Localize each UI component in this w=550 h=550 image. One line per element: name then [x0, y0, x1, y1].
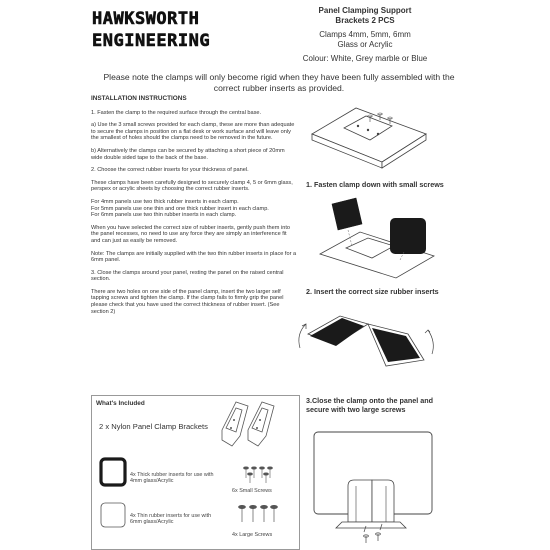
brand-logo	[92, 8, 226, 56]
colour-options: Colour: White, Grey marble or Blue	[302, 54, 428, 63]
small-screws-label: 6x Small Screws	[232, 488, 272, 494]
instruction-step-2: 2. Choose the correct rubber inserts for your thickness of panel.	[91, 167, 249, 174]
whats-included-title: What's Included	[96, 400, 145, 407]
rigidity-notice: Please note the clamps will only become rigid when they have been fully assembled with the correct rubber inserts as provided.	[103, 72, 455, 93]
logo-line-2: ENGINEERING	[92, 31, 211, 51]
clamps-sizes: Clamps 4mm, 5mm, 6mm	[319, 30, 411, 39]
product-header	[268, 6, 462, 68]
step2-inserts-illustration	[316, 194, 440, 280]
step-2-label: 2. Insert the correct size rubber inserts	[306, 287, 439, 296]
large-screws-label: 4x Large Screws	[232, 532, 273, 538]
clamps-material: Glass or Acrylic	[337, 40, 393, 49]
instruction-inserts-intro: These clamps have been carefully designed to securely clamp 4, 5 or 6mm glass, perspex or acrylic sheets by choosing the correct rubber inserts.	[91, 179, 293, 193]
step-3-label-line-1: 3.Close the clamp onto the panel and	[306, 396, 433, 405]
instructions-heading: INSTALLATION INSTRUCTIONS	[91, 95, 187, 102]
instruction-large-screws: There are two holes on one side of the panel clamp, insert the two larger self tapping screws and tighten the clamp. If the clamp fails to firmly grip the panel please check that you have used the correct thickness of rubber insert. (See section 2)	[91, 288, 284, 315]
instruction-step-3: 3. Close the clamps around your panel, resting the panel on the raised central section.	[91, 269, 284, 283]
step-1-label: 1. Fasten clamp down with small screws	[306, 180, 444, 189]
instruction-option-a: a) Use the 3 small screws provided for each clamp, these are more than adequate to secure the clamps in position on a flat desk or work surface and will leave only the smallest of holes should the clamps need to be removed in the future.	[91, 122, 295, 142]
instruction-panel-sizes	[91, 199, 297, 219]
instruction-step-1: 1. Fasten the clamp to the required surface through the central base.	[91, 109, 262, 116]
instruction-option-b: b) Alternatively the clamps can be secured by attaching a short piece of 20mm wide double sided tape to the back of the base.	[91, 147, 285, 161]
small-screws-icon	[240, 464, 280, 484]
brackets-label: 2 x Nylon Panel Clamp Brackets	[99, 422, 208, 431]
large-screws-icon	[236, 502, 280, 528]
instruction-note: Note: The clamps are initially supplied with the two thin rubber inserts in place for a 6mm panel.	[91, 250, 297, 264]
thin-insert-label: 4x Thin rubber inserts for use with 6mm glass/Acrylic	[130, 513, 212, 526]
step1-clamp-illustration	[306, 104, 432, 170]
brackets-illustration	[218, 400, 278, 452]
step-3-label-line-2: secure with two large screws	[306, 405, 406, 414]
clamp-closing-illustration	[296, 304, 440, 384]
thick-insert-icon	[98, 456, 128, 488]
product-title-line-1: Panel Clamping Support	[318, 6, 412, 15]
step3-panel-illustration	[310, 426, 438, 544]
instruction-6mm: For 6mm panels use two thin rubber inserts in each clamp.	[91, 212, 237, 219]
installation-instructions	[91, 96, 297, 321]
step-3-label	[306, 396, 433, 414]
instruction-4mm: For 4mm panels use two thick rubber inserts in each clamp.	[91, 198, 239, 205]
instruction-5mm: For 5mm panels use one thin and one thick rubber insert in each clamp.	[91, 205, 269, 212]
instruction-push-inserts: When you have selected the correct size of rubber inserts, gently push them into the panel recesses, no need to use any force they are simply an interference fit and can just as easily be removed.	[91, 224, 290, 244]
product-title-line-2: Brackets 2 PCS	[335, 16, 395, 25]
logo-line-1: HAWKSWORTH	[92, 9, 200, 29]
whats-included-box	[91, 395, 300, 550]
thin-insert-icon	[98, 500, 128, 530]
thick-insert-label: 4x Thick rubber inserts for use with 4mm glass/Acrylic	[130, 472, 214, 485]
